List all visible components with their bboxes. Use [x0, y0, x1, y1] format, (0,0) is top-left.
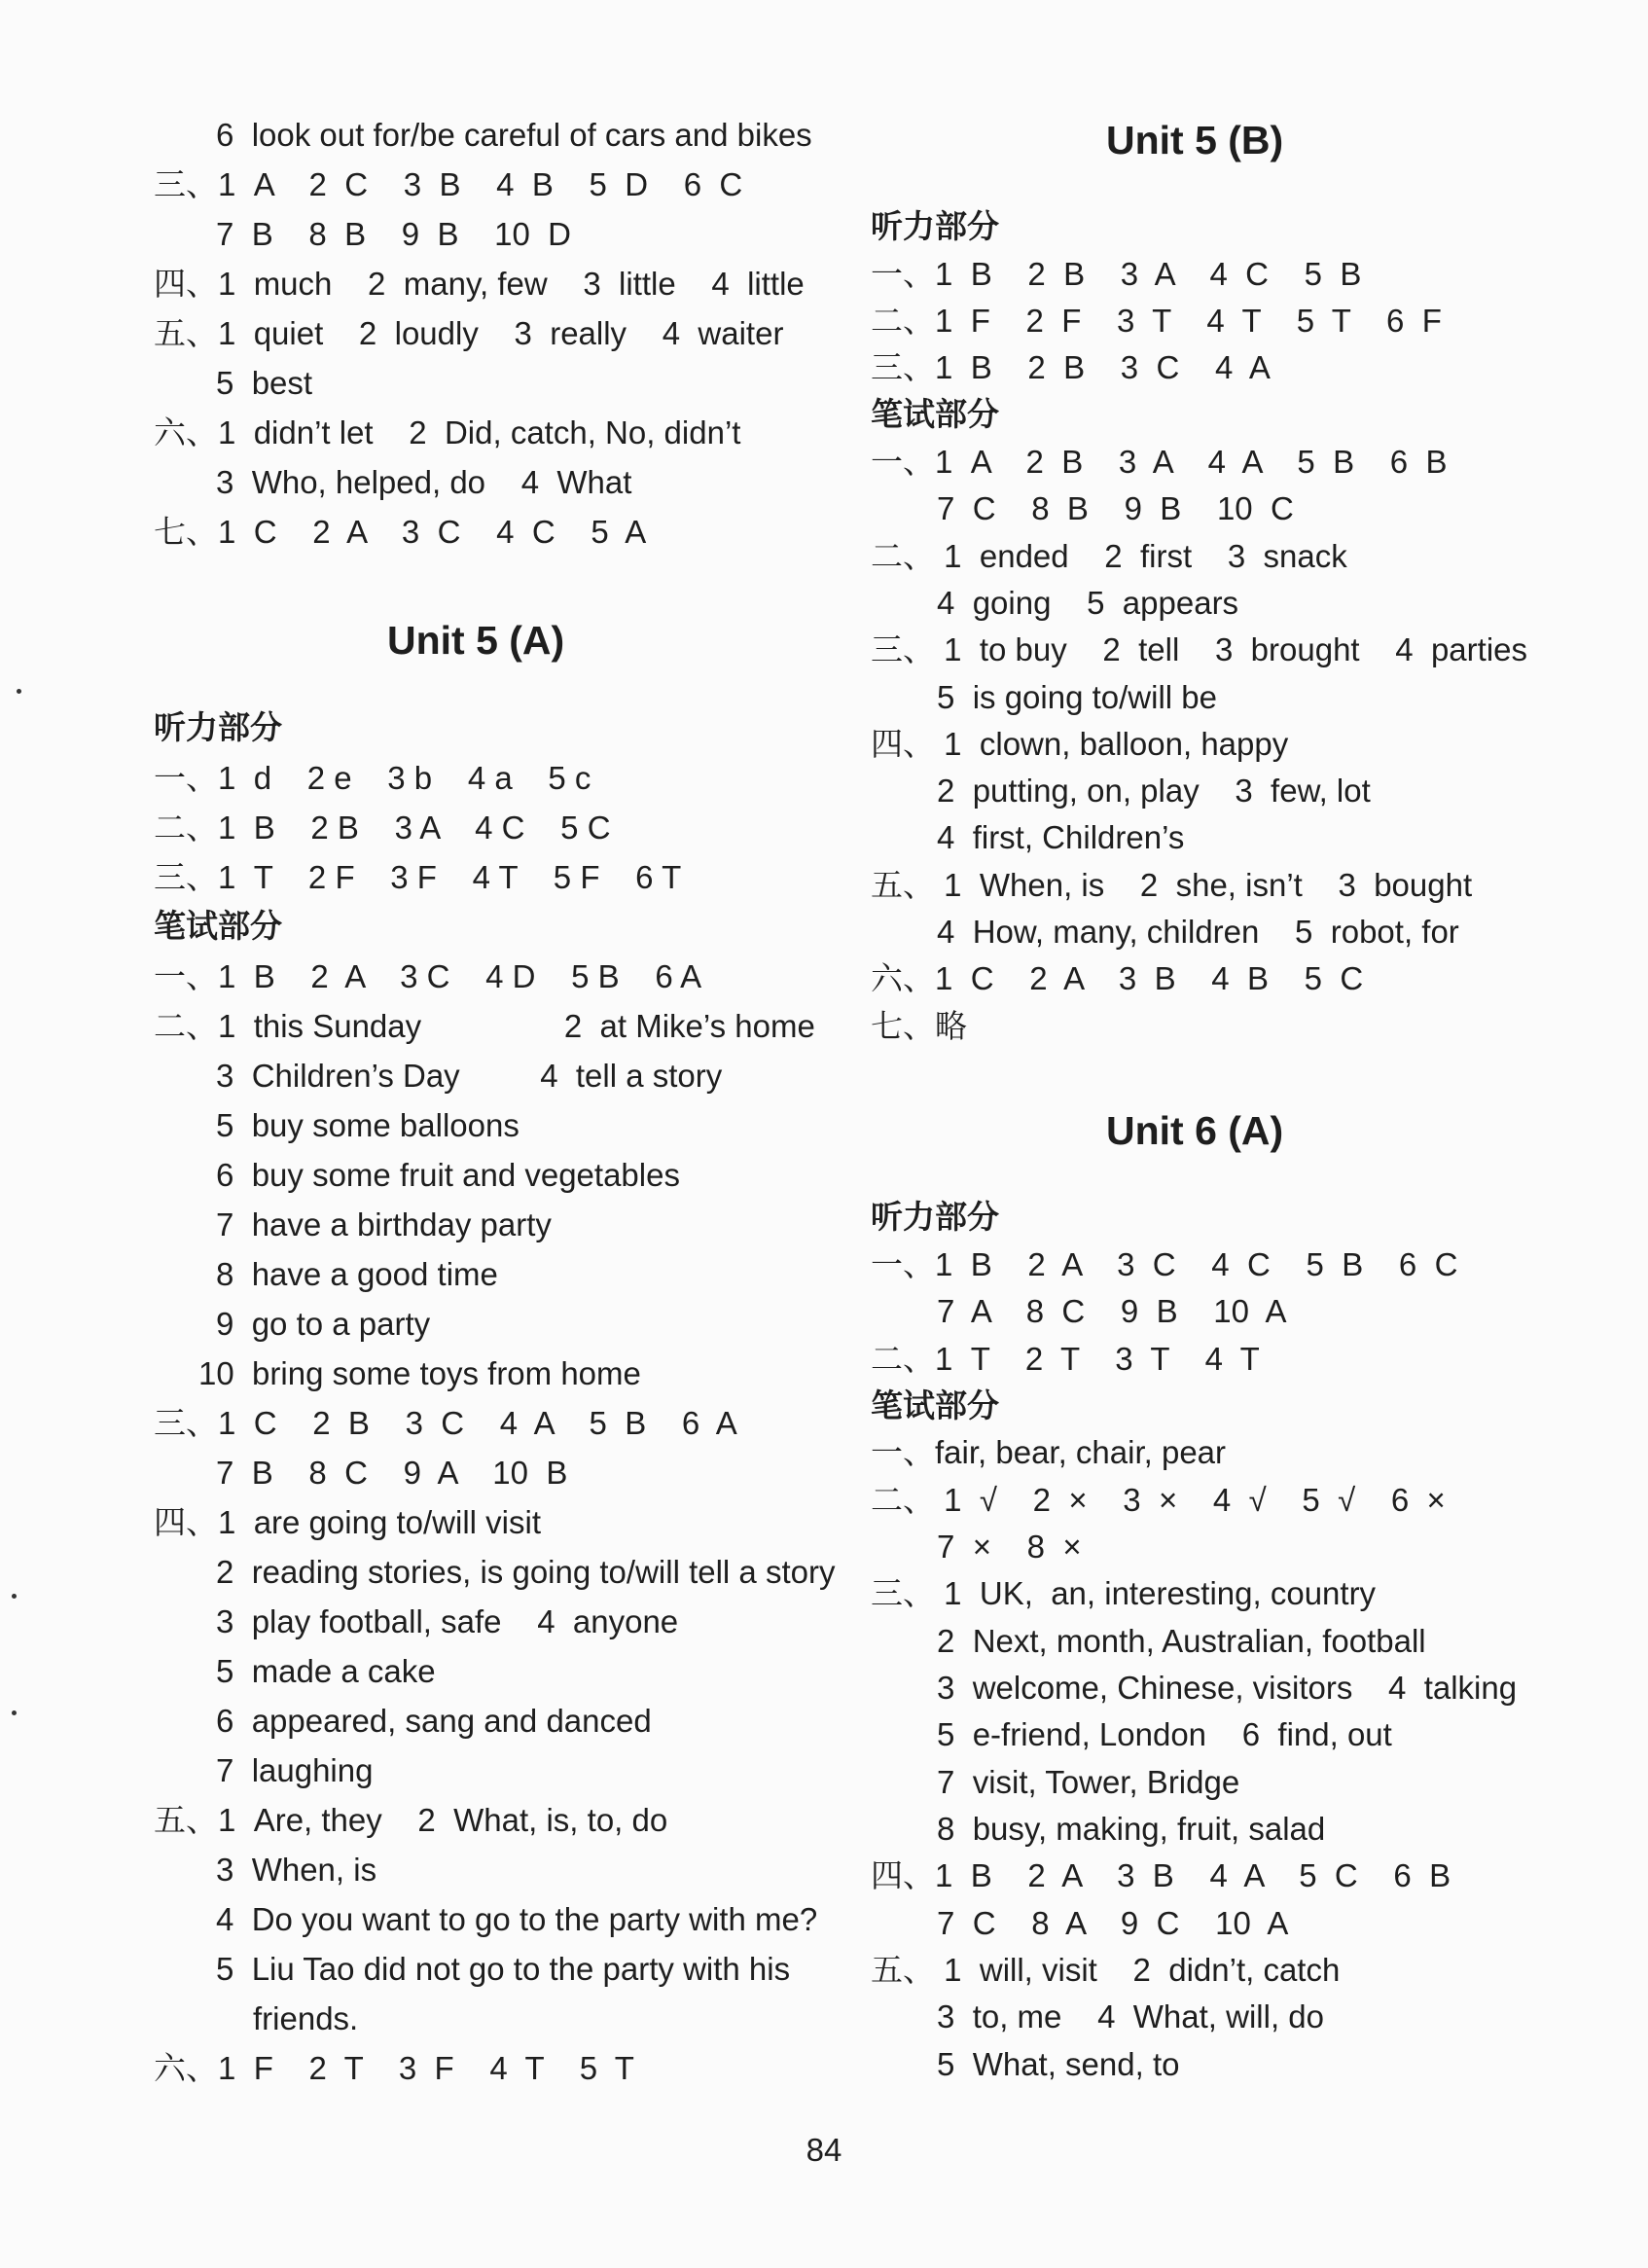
answer-line: 4 How, many, children 5 robot, for [937, 914, 1459, 950]
answer-line: 5 What, send, to [937, 2046, 1180, 2082]
answer-line: 7 C 8 B 9 B 10 C [937, 490, 1294, 526]
answer-line: 一、1 B 2 B 3 A 4 C 5 B [871, 256, 1362, 292]
answer-line: 5 made a cake [216, 1653, 436, 1689]
section-label: 笔试部分 [871, 1386, 999, 1424]
answer-line: 5 e-friend, London 6 find, out [937, 1716, 1392, 1752]
answer-line: 6 appeared, sang and danced [216, 1703, 652, 1739]
unit-title: Unit 6 (A) [1106, 1108, 1284, 1153]
answer-line: 七、1 C 2 A 3 C 4 C 5 A [154, 514, 647, 550]
answer-line: 8 have a good time [216, 1256, 498, 1292]
answer-line: 二、1 this Sunday 2 at Mike’s home [154, 1008, 815, 1044]
answer-line: 七、略 [871, 1008, 967, 1044]
answer-line: 7 B 8 C 9 A 10 B [216, 1455, 568, 1491]
answer-line: 二、1 T 2 T 3 T 4 T [871, 1341, 1260, 1377]
scan-speck [12, 1710, 17, 1715]
answer-line: 4 going 5 appears [937, 585, 1239, 621]
answer-line: 5 buy some balloons [216, 1107, 519, 1143]
answer-line: 一、1 d 2 e 3 b 4 a 5 c [154, 760, 591, 796]
answer-line: 6 buy some fruit and vegetables [216, 1157, 680, 1193]
page-number: 84 [806, 2132, 842, 2168]
answer-line: 2 Next, month, Australian, football [937, 1623, 1426, 1659]
answer-line: 一、1 B 2 A 3 C 4 D 5 B 6 A [154, 958, 702, 994]
unit-title: Unit 5 (A) [387, 618, 565, 663]
answer-line: 六、1 C 2 A 3 B 4 B 5 C [871, 960, 1364, 996]
answer-line: 一、1 A 2 B 3 A 4 A 5 B 6 B [871, 444, 1448, 480]
section-label: 听力部分 [871, 1198, 999, 1236]
answer-line: 三、 1 UK, an, interesting, country [871, 1575, 1377, 1611]
answer-line: 二、1 F 2 F 3 T 4 T 5 T 6 F [871, 303, 1442, 339]
answer-line: 5 is going to/will be [937, 679, 1217, 715]
answer-line: 五、 1 When, is 2 she, isn’t 3 bought [871, 867, 1473, 903]
answer-line: 7 have a birthday party [216, 1206, 552, 1242]
answer-line: 六、1 F 2 T 3 F 4 T 5 T [154, 2050, 634, 2086]
answer-line: 3 welcome, Chinese, visitors 4 talking [937, 1670, 1518, 1706]
scan-speck [17, 689, 21, 694]
answer-line: 7 × 8 × [937, 1529, 1082, 1565]
answer-line: 二、 1 √ 2 × 3 × 4 √ 5 √ 6 × [871, 1482, 1446, 1518]
answer-line: 7 A 8 C 9 B 10 A [937, 1293, 1287, 1329]
answer-line: 5 Liu Tao did not go to the party with his [216, 1951, 791, 1987]
answer-line: 3 Who, helped, do 4 What [216, 464, 632, 500]
answer-line: 4 first, Children’s [937, 819, 1185, 855]
answer-line: 二、 1 ended 2 first 3 snack [871, 538, 1347, 574]
answer-line: 六、1 didn’t let 2 Did, catch, No, didn’t [154, 414, 741, 450]
section-label: 笔试部分 [154, 907, 282, 945]
answer-line: 三、1 T 2 F 3 F 4 T 5 F 6 T [154, 859, 682, 895]
section-label: 听力部分 [871, 207, 999, 245]
answer-line: 三、1 C 2 B 3 C 4 A 5 B 6 A [154, 1405, 737, 1441]
answer-line: 一、fair, bear, chair, pear [871, 1434, 1227, 1470]
answer-line: 6 look out for/be careful of cars and bikes [216, 117, 812, 153]
answer-line: 3 When, is [216, 1852, 377, 1888]
answer-line: 三、1 B 2 B 3 C 4 A [871, 349, 1271, 385]
unit-title: Unit 5 (B) [1106, 118, 1284, 162]
answer-line: 2 reading stories, is going to/will tell a story [216, 1554, 836, 1590]
answer-line: 四、1 are going to/will visit [154, 1504, 541, 1540]
answer-line: 四、 1 clown, balloon, happy [871, 726, 1289, 762]
answer-line: 3 play football, safe 4 anyone [216, 1603, 679, 1639]
answer-line: 二、1 B 2 B 3 A 4 C 5 C [154, 810, 611, 846]
answer-line: 7 visit, Tower, Bridge [937, 1764, 1240, 1800]
answer-line: 一、1 B 2 A 3 C 4 C 5 B 6 C [871, 1246, 1458, 1282]
answer-line: 9 go to a party [216, 1306, 431, 1342]
answer-line: 五、1 Are, they 2 What, is, to, do [154, 1802, 668, 1838]
answer-line: friends. [253, 2000, 359, 2036]
answer-line: 2 putting, on, play 3 few, lot [937, 773, 1371, 809]
answer-line: 10 bring some toys from home [198, 1355, 641, 1391]
answer-line: 三、 1 to buy 2 tell 3 brought 4 parties [871, 631, 1528, 667]
answer-line: 五、1 quiet 2 loudly 3 really 4 waiter [154, 315, 784, 351]
answer-line: 3 Children’s Day 4 tell a story [216, 1058, 723, 1094]
section-label: 笔试部分 [871, 395, 999, 433]
answer-line: 五、 1 will, visit 2 didn’t, catch [871, 1952, 1341, 1988]
answer-line: 四、1 much 2 many, few 3 little 4 little [154, 266, 805, 302]
answer-line: 7 laughing [216, 1752, 374, 1788]
answer-line: 4 Do you want to go to the party with me? [216, 1901, 818, 1937]
answer-line: 三、1 A 2 C 3 B 4 B 5 D 6 C [154, 166, 743, 202]
answer-line: 7 B 8 B 9 B 10 D [216, 216, 571, 252]
answer-line: 8 busy, making, fruit, salad [937, 1811, 1326, 1847]
section-label: 听力部分 [154, 708, 282, 746]
answer-line: 3 to, me 4 What, will, do [937, 1998, 1324, 2034]
answer-line: 7 C 8 A 9 C 10 A [937, 1905, 1289, 1941]
scan-speck [12, 1594, 17, 1599]
answer-line: 四、1 B 2 A 3 B 4 A 5 C 6 B [871, 1857, 1451, 1893]
answer-line: 5 best [216, 365, 313, 401]
